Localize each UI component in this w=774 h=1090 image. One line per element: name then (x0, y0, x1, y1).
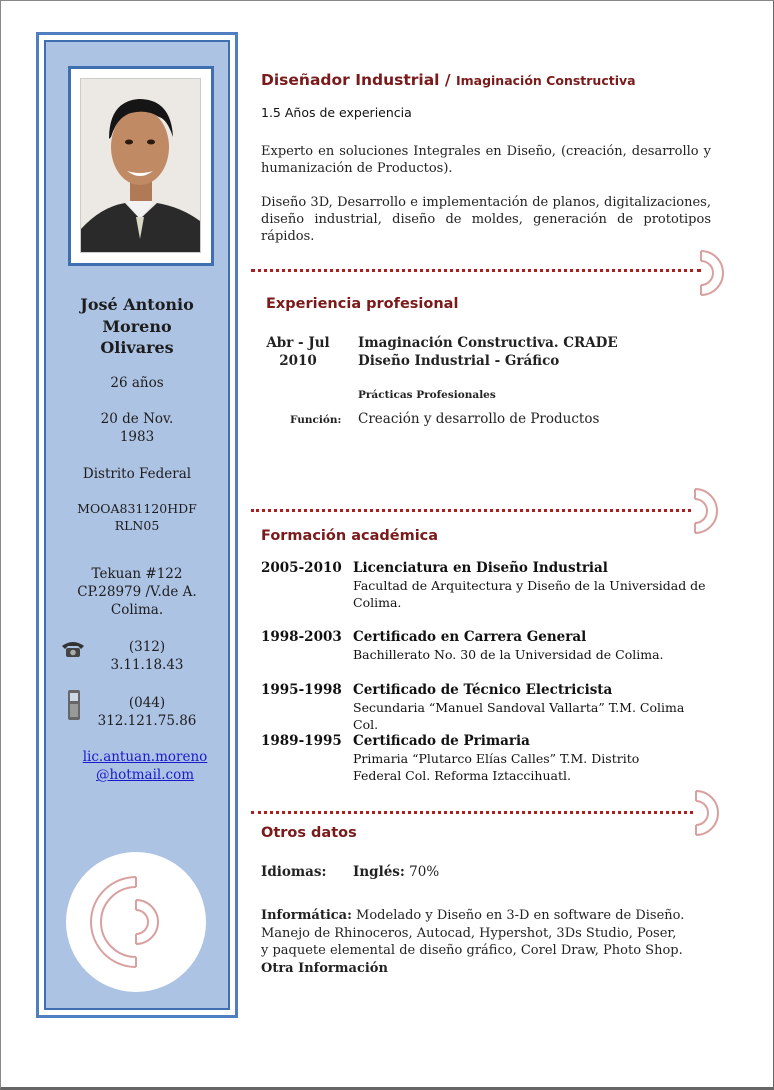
sidebar-panel (44, 40, 230, 1010)
education-years: 1998-2003 (261, 629, 342, 645)
headline (261, 71, 711, 89)
language-level: 70% (409, 864, 440, 880)
education-desc: Secundaria “Manuel Sandoval Vallarta” T.M. Colima Col. (353, 700, 685, 732)
education-title: Certificado en Carrera General (353, 629, 587, 645)
education-section-title: Formación académica (261, 528, 439, 544)
education-desc: Bachillerato No. 30 de la Universidad de Colima. (353, 647, 664, 662)
decorative-logo-circle (66, 852, 206, 992)
education-desc: Facultad de Arquitectura y Diseño de la Universidad de Colima. (353, 578, 706, 610)
address: Tekuan #122 CP.28979 /V.de A. Colima. (77, 566, 197, 618)
summary-paragraph-2: Diseño 3D, Desarrollo e implementación de planos, digitalizaciones, diseño industrial, diseño de moldes, generación de prototipos rápidos. (261, 195, 711, 244)
email-link-line1[interactable]: lic.antuan.moreno (82, 749, 208, 765)
summary-paragraph-1: Experto en soluciones Integrales en Diseño, (creación, desarrollo y humanización de Productos). (261, 144, 711, 176)
mobile-number: (044) 312.121.75.86 (97, 695, 197, 729)
email-link-line2[interactable]: @hotmail.com (95, 767, 194, 783)
headline-title: Diseñador Industrial / (261, 71, 451, 89)
section-divider (251, 509, 691, 512)
city: Distrito Federal (82, 466, 192, 482)
languages-value (353, 864, 439, 880)
education-title: Certificado de Primaria (353, 733, 530, 749)
divider-arc-icon (699, 249, 725, 301)
languages-label: Idiomas: (261, 864, 327, 880)
education-desc: Primaria “Plutarco Elías Calles” T.M. Distrito Federal Col. Reforma Iztaccihuatl. (353, 751, 640, 783)
education-years: 1995-1998 (261, 682, 342, 698)
section-divider (251, 269, 701, 272)
sidebar (36, 32, 238, 1018)
birth-date: 20 de Nov. 1983 (100, 411, 174, 445)
it-text: Modelado y Diseño en 3-D en software de Diseño. Manejo de Rhinoceros, Autocad, Hypershot, 3Ds Studio, Poser, y paquete elemental de diseño gráfico, Corel Draw, Photo Shop. (261, 908, 685, 958)
email-link[interactable] (54, 748, 236, 784)
rfc-code: MOOA831120HDF RLN05 (77, 501, 197, 533)
experience-section-title: Experiencia profesional (266, 296, 459, 312)
language-name: Inglés: (353, 864, 405, 880)
experience-role-label: Función: (290, 414, 342, 426)
age: 26 años (110, 375, 164, 391)
section-divider (251, 811, 693, 814)
experience-type: Prácticas Profesionales (358, 389, 496, 401)
more-info-label: Otra Información (261, 960, 388, 976)
education-title: Certificado de Técnico Electricista (353, 682, 613, 698)
it-label: Informática: (261, 908, 352, 923)
phone-number: (312) 3.11.18.43 (110, 639, 184, 673)
education-years: 2005-2010 (261, 560, 342, 576)
experience-company: Imaginación Constructiva. CRADE Diseño Industrial - Gráfico (358, 335, 618, 369)
experience-role-value: Creación y desarrollo de Productos (358, 411, 600, 427)
education-years: 1989-1995 (261, 733, 342, 749)
education-title: Licenciatura en Diseño Industrial (353, 560, 608, 576)
candidate-name: José Antonio Moreno Olivares (80, 295, 194, 357)
experience-period: Abr - Jul 2010 (266, 335, 330, 369)
profile-photo (80, 78, 201, 253)
experience-years: 1.5 Años de experiencia (261, 105, 412, 120)
other-section-title: Otros datos (261, 825, 357, 841)
profile-photo-frame (68, 66, 214, 266)
headline-subtitle: Imaginación Constructiva (455, 73, 636, 88)
it-skills (261, 907, 686, 977)
